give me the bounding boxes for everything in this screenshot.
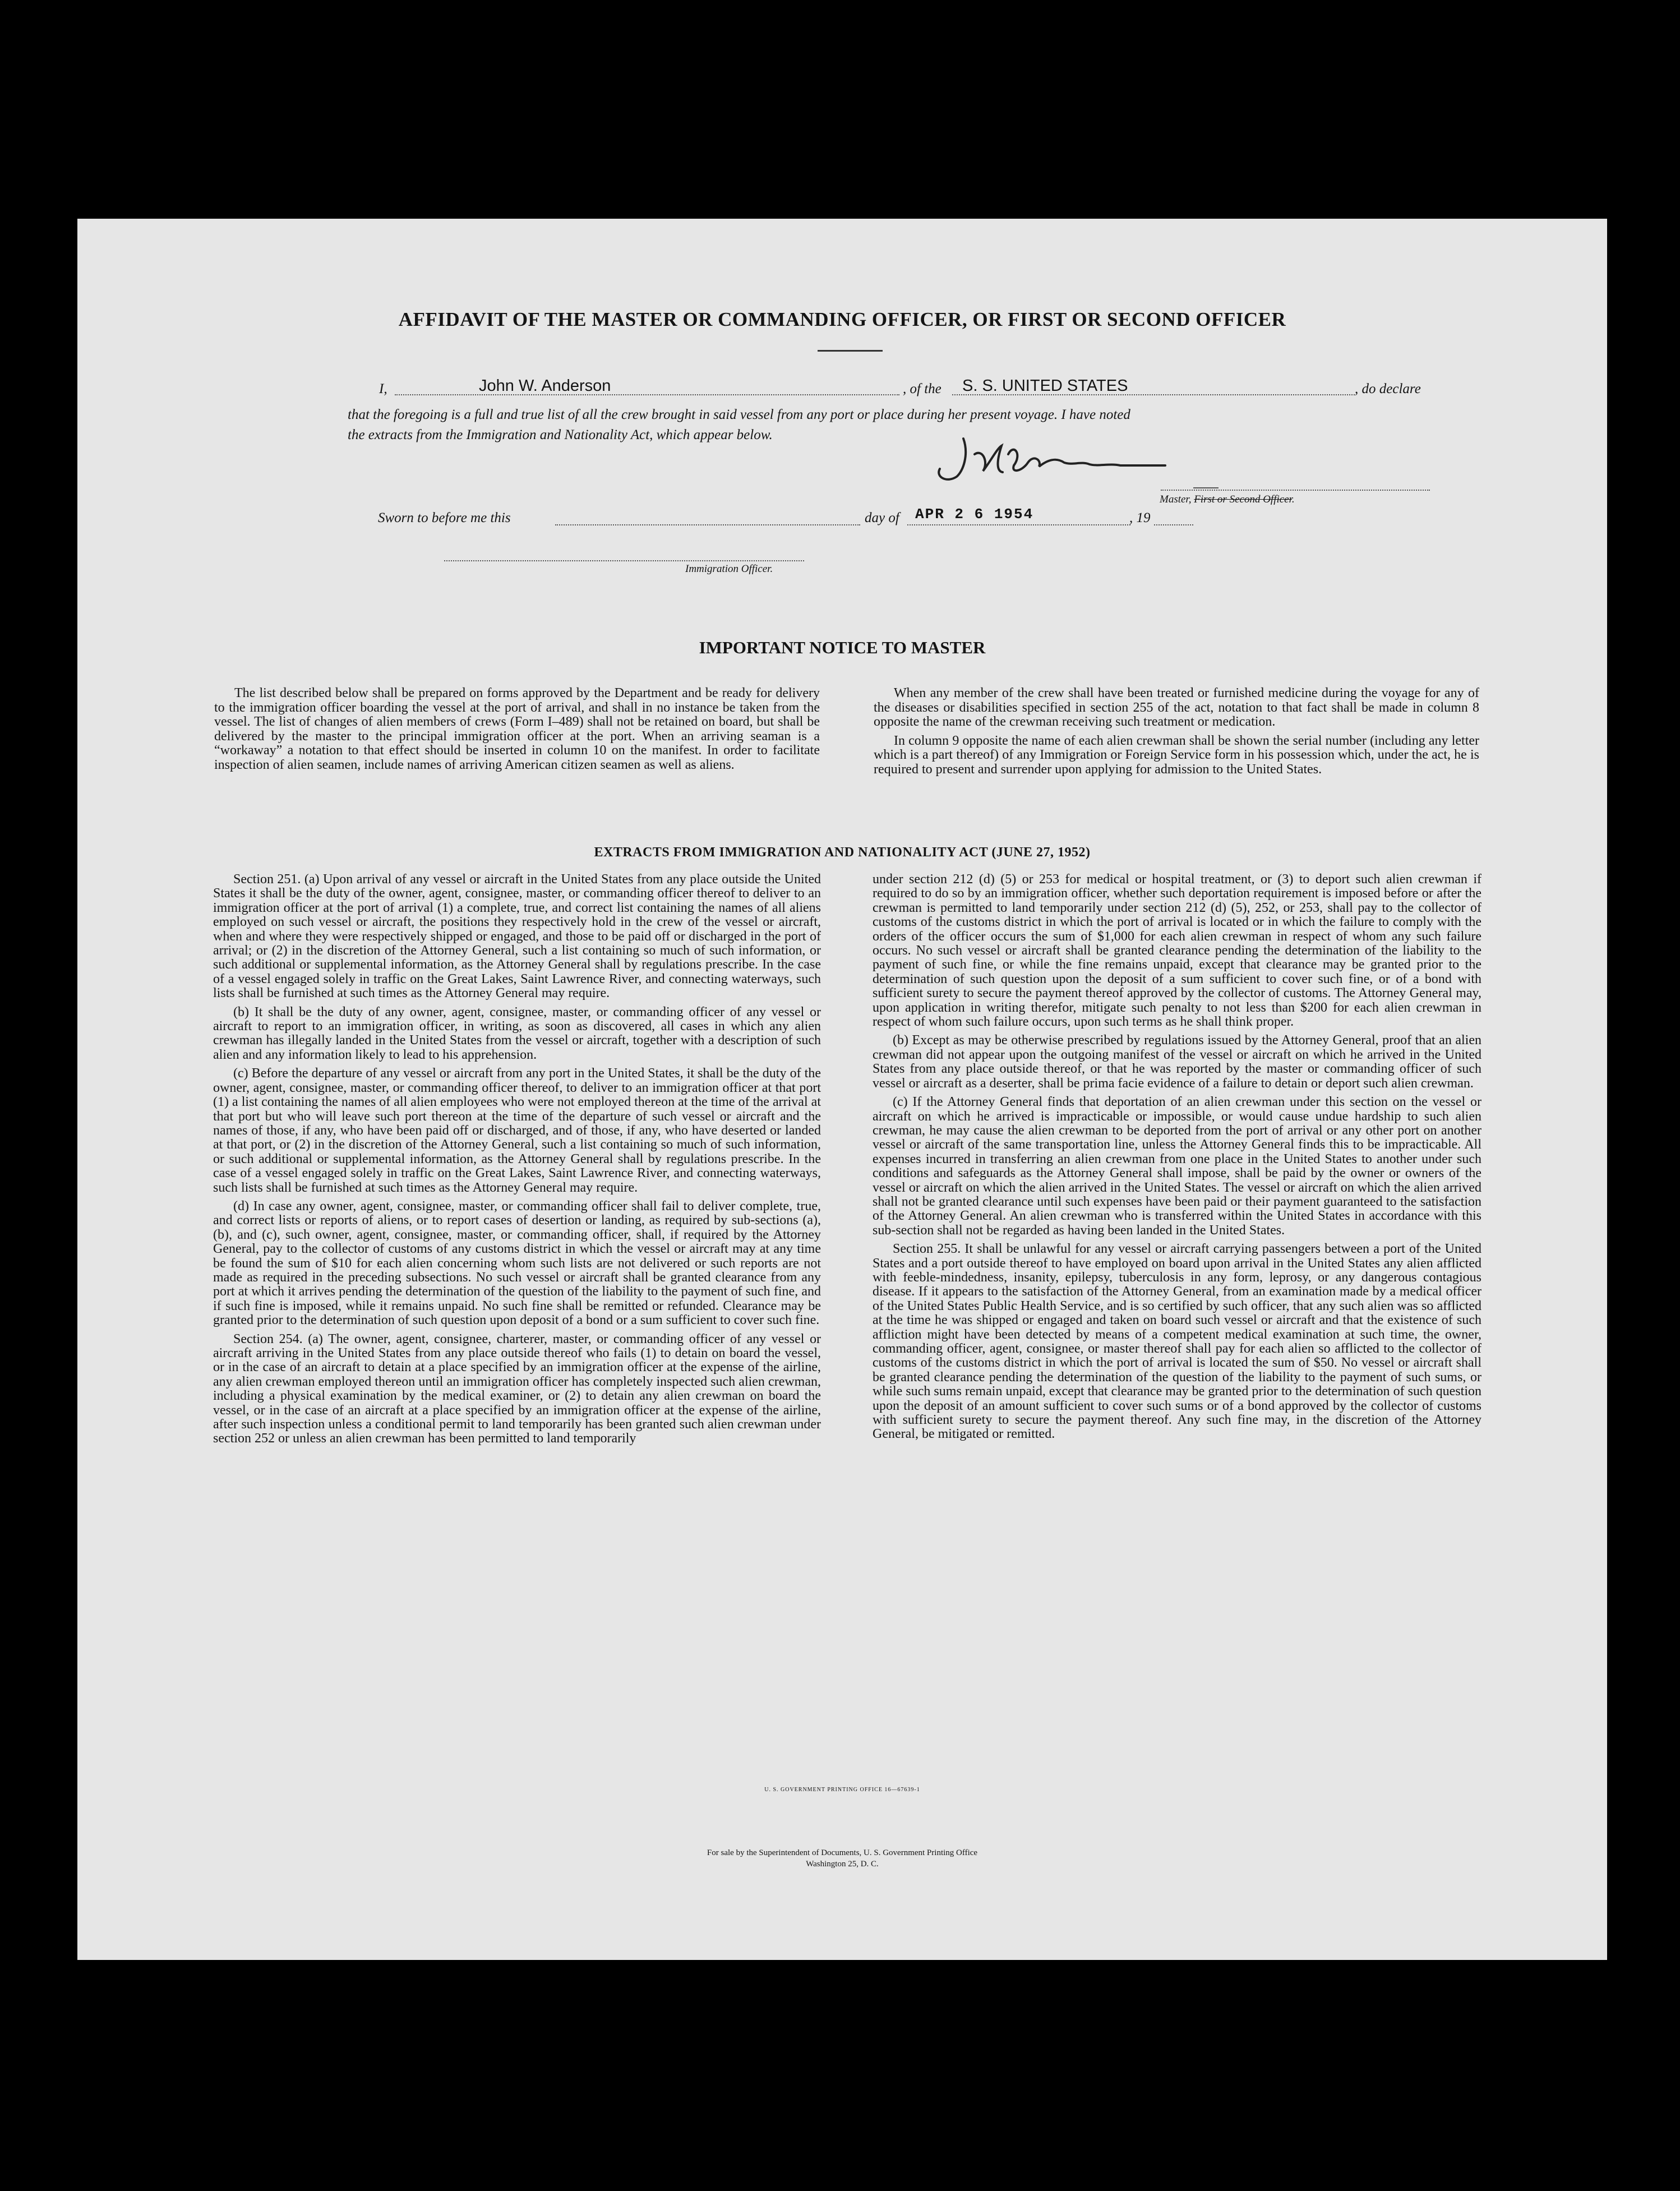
statute-paragraph: (b) Except as may be otherwise prescribed by regulations issued by the Attorney General, proof that an alien crewman did not appear upon the outgoing manifest of the vessel or aircraft on which he arrived in the United States from any place outside thereof, or that he was reported by the master or commanding officer of such vessel or aircraft as a deserter, shall be prima facie evidence of a failure to detain or deport such alien crewman. — [873, 1033, 1481, 1091]
sworn-day-line — [555, 524, 860, 525]
sworn-month-line — [907, 524, 1130, 525]
gpo-code: U. S. GOVERNMENT PRINTING OFFICE 16—67639-1 — [764, 1787, 920, 1793]
year-label: , 19 — [1129, 510, 1151, 525]
master-label: Master, — [1160, 493, 1192, 505]
notice-left-column — [214, 686, 820, 773]
extracts-left-column — [213, 873, 821, 1446]
statute-paragraph: (b) It shall be the duty of any owner, agent, consignee, master, or commanding officer of any vessel or aircraft to report to an immigration officer, in writing, as soon as discovered, all cases in which any alien crewman has illegally landed in the United States from the vessel or aircraft, together with a description of such alien and any information likely to lead to his apprehension. — [213, 1004, 821, 1062]
statute-paragraph: Section 254. (a) The owner, agent, consignee, charterer, master, or commanding officer of any vessel or aircraft arriving in the United States from any place outside thereof who fails (1) to detain on board the vessel, or in the case of an aircraft to detain at a place specified by an immigration officer at the expense of the airline, any alien crewman employed thereon until an immigration officer has completely inspected such alien crewman, including a physical examination by the medical examiner, or (2) to detain any alien crewman on board the vessel, or in the case of an aircraft at a place specified by an immigration officer at the expense of the airline, after such inspection unless a conditional permit to land temporarily has been granted such alien crewman under section 252 or unless an alien crewman has been permitted to land temporarily — [213, 1331, 821, 1446]
vessel-name: S. S. UNITED STATES — [962, 377, 1128, 395]
statute-paragraph: (c) If the Attorney General finds that deportation of an alien crewman under this section on the vessel or aircraft on which he arrived is impracticable or impossible, or would cause undue hardship to such alien crewman, he may cause the alien crewman to be deported from the port of arrival or any other port on another vessel or aircraft of the same transportation line, unless the Attorney General finds this to be impracticable. All expenses incurred in transferring an alien crewman from one place in the United States to another under such conditions and safeguards as the Attorney General shall impose, shall be paid by the owner or owners of the vessel or aircraft on which the alien arrived in the United States. The vessel or aircraft on which the alien arrived shall not be granted clearance until such expenses have been paid or their payment guaranteed to the satisfaction of the Attorney General. An alien crewman who is transferred within the United States in accordance with this sub-section shall not be regarded as having been landed in the United States. — [873, 1095, 1481, 1238]
extracts-right-column — [873, 873, 1481, 1442]
stamped-date: APR 2 6 1954 — [915, 506, 1034, 523]
title-rule — [818, 350, 883, 352]
statute-paragraph: under section 212 (d) (5) or 253 for medical or hospital treatment, or (3) to deport such alien crewman if required to do so by an immigration officer, whether such deportation requirement is imposed before or after the crewman is permitted to land temporarily under section 212 (d) (5), 252, or 253, shall pay to the collector of customs of the customs district in which the port of arrival is located or in which the failure to comply with the orders of the officer occurs the sum of $1,000 for each alien crewman in respect of whom any such failure occurs. No such vessel or aircraft shall be granted clearance pending the determination of the liability to the payment of such fine, or while the fine remains unpaid, except that clearance may be granted prior to the determination of such question upon the deposit of a sum sufficient to cover such fine, or of a bond with sufficient surety to secure the payment thereof approved by the collector of customs. The Attorney General may, upon application in writing therefor, mitigate such penalty to not less than $200 for each alien crewman in respect of whom such failure occurs, upon such terms as he shall think proper. — [873, 872, 1481, 1030]
statute-paragraph: Section 251. (a) Upon arrival of any vessel or aircraft in the United States from any place outside the United States it shall be the duty of the owner, agent, consignee, master, or commanding officer thereof to deliver to an immigration officer at the port of arrival (1) a complete, true, and correct list containing the names of all aliens employed on such vessel or aircraft, the positions they respectively hold in the crew of the vessel or aircraft, when and where they were respectively shipped or engaged, and those to be paid off or discharged in the port of arrival; or (2) in the discretion of the Attorney General, such a list containing so much of such information, or such additional or supplemental information, as the Attorney General shall by regulations prescribe. In the case of a vessel engaged solely in traffic on the Great Lakes, Saint Lawrence River, and connecting waterways, such lists shall be furnished at such times as the Attorney General may require. — [213, 872, 821, 1001]
of-the-label: , of the — [903, 381, 941, 396]
extracts-title: EXTRACTS FROM IMMIGRATION AND NATIONALITY ACT (JUNE 27, 1952) — [594, 845, 1091, 860]
name-field-line — [395, 394, 899, 395]
statute-paragraph: Section 255. It shall be unlawful for any vessel or aircraft carrying passengers between a port of the United States and a port outside thereof to have employed on board upon arrival in the United States any alien afflicted with feeble-mindedness, insanity, epilepsy, tuberculosis in any form, leprosy, or any dangerous contagious disease. If it appears to the satisfaction of the Attorney General, from an examination made by a medical officer of the United States Public Health Service, and is so certified by such officer, that any such alien was so afflicted at the time he was shipped or engaged and taken on board such vessel or aircraft and that the existence of such affliction might have been detected by means of a competent medical examination at such time, the owner, commanding officer, agent, consignee, or master thereof shall pay for each alien so afflicted to the collector of customs of the customs district in which the port of arrival is located the sum of $50. No vessel or aircraft shall be granted clearance pending the determination of the question of the liability to the payment of such sums, or while such sums remain unpaid, except that clearance may be granted prior to the determination of such question upon the deposit of an amount sufficient to cover such sums or of a bond approved by the collector of customs with sufficient surety to secure the payment thereof. Any such fine may, in the discretion of the Attorney General, be mitigated or remitted. — [873, 1242, 1481, 1442]
declaration-line-1: that the foregoing is a full and true list of all the crew brought in said vessel from any port or place during her present voyage. I have noted — [348, 407, 1130, 422]
sworn-label: Sworn to before me this — [378, 510, 511, 525]
statute-paragraph: (d) In case any owner, agent, consignee, master, or commanding officer shall fail to deliver complete, true, and correct lists or reports of aliens, or to report cases of desertion or landing, as required by sub-sections (a), (b), and (c), such owner, agent, consignee, master, or commanding officer, shall, if required by the Attorney General, pay to the collector of customs of any customs district in which the vessel or aircraft may at any time be found the sum of $10 for each alien concerning whom such lists are not delivered or such reports are not made as required in the preceding subsections. No such vessel or aircraft shall be granted clearance from any port at which it arrives pending the determination of the question of the liability to the payment of such fine, and if such fine is imposed, while it remains unpaid. No such fine shall be remitted or refunded. Clearance may be granted prior to the determination of such question upon deposit of a bond or a sum sufficient to cover such fine. — [213, 1198, 821, 1328]
document-page — [77, 219, 1607, 1960]
notice-paragraph: The list described below shall be prepared on forms approved by the Department and be ready for delivery to the immigration officer boarding the vessel at the port of arrival, and shall in no instance be taken from the vessel. The list of changes of alien members of crews (Form I–489) shall not be retained on board, but shall be delivered by the master to the principal immigration officer at the port. When an arriving seaman is a “workaway” a notation to that effect should be inserted in column 10 on the manifest. In order to facilitate inspection of alien seamen, include names of arriving American citizen seamen as well as aliens. — [214, 686, 820, 772]
master-title — [1160, 493, 1295, 506]
master-title-end: . — [1291, 493, 1295, 505]
notice-paragraph: When any member of the crew shall have been treated or furnished medicine during the voyage for any of the diseases or disabilities specified in section 255 of the act, notation to that fact shall be made in column 8 opposite the name of the crewman receiving such treatment or medication. — [874, 686, 1479, 730]
year-line — [1154, 524, 1193, 525]
sale-line-1: For sale by the Superintendent of Documents, U. S. Government Printing Office — [707, 1848, 978, 1857]
struck-officer-title: First or Second Officer — [1194, 493, 1292, 505]
notice-right-column — [874, 686, 1479, 777]
notice-title: IMPORTANT NOTICE TO MASTER — [699, 638, 986, 657]
day-of-label: day of — [865, 510, 899, 525]
immigration-officer-label: Immigration Officer. — [685, 563, 773, 575]
affidavit-title: AFFIDAVIT OF THE MASTER OR COMMANDING OFFICER, OR FIRST OR SECOND OFFICER — [398, 308, 1286, 330]
do-declare-label: , do declare — [1355, 381, 1421, 396]
immigration-officer-line — [444, 560, 804, 561]
statute-paragraph: (c) Before the departure of any vessel or aircraft from any port in the United States, it shall be the duty of the owner, agent, consignee, master, or commanding officer thereof, to deliver to an immigration officer at that port (1) a list containing the names of all alien employees who were not employed thereon at the time of the arrival at that port but who will leave such port thereon at the time of the departure of such vessel or aircraft and the names of those, if any, who have been paid off or discharged, and of those, if any, who have deserted or landed at that port, or (2) in the discretion of the Attorney General, such a list containing so much of such information, or such additional or supplemental information, as the Attorney General shall by regulations prescribe. In the case of a vessel engaged solely in traffic on the Great Lakes, Saint Lawrence River, and connecting waterways, such lists shall be furnished at such times as the Attorney General may require. — [213, 1066, 821, 1195]
master-name: John W. Anderson — [479, 377, 611, 395]
notice-paragraph: In column 9 opposite the name of each alien crewman shall be shown the serial number (including any letter which is a part thereof) of any Immigration or Foreign Service form in his possession which, under the act, he is required to present and surrender upon applying for admission to the United States. — [874, 733, 1479, 777]
sale-line-2: Washington 25, D. C. — [806, 1860, 879, 1869]
i-label: I, — [379, 381, 387, 396]
signature-line — [1161, 489, 1430, 491]
master-signature — [930, 432, 1221, 493]
declaration-line-2: the extracts from the Immigration and Nationality Act, which appear below. — [348, 427, 773, 442]
